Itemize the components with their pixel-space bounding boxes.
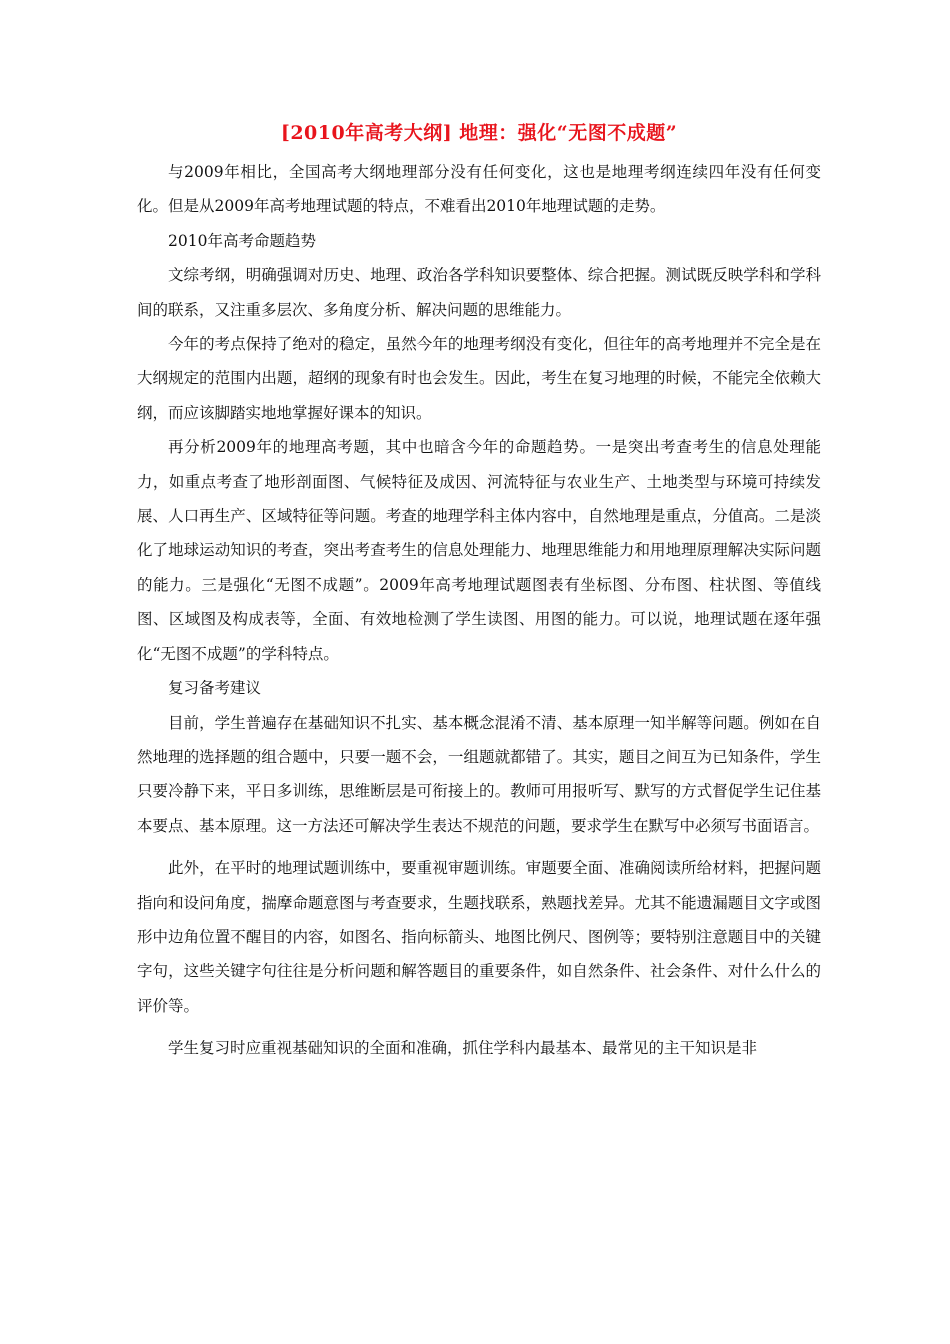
paragraph-review: 学生复习时应重视基础知识的全面和准确，抓住学科内最基本、最常见的主干知识是非: [168, 1039, 758, 1058]
paragraph-syllabus: 文综考纲，明确强调对历史、地理、政治各学科知识要整体、综合把握。测试既反映学科和学科间的联系，又注重多层次、多角度分析、解决问题的思维能力。: [137, 266, 821, 319]
section-heading-trend: 2010年高考命题趋势: [168, 231, 316, 250]
document-page: [137, 118, 821, 1066]
section-heading-advice: 复习备考建议: [168, 679, 262, 698]
document-title: [2010年高考大纲] 地理：强化“无图不成题”: [280, 122, 678, 144]
paragraph-basics: 目前，学生普遍存在基础知识不扎实、基本概念混淆不清、基本原理一知半解等问题。例如在自然地理的选择题的组合题中，只要一题不会，一组题就都错了。其实，题目之间互为已知条件，学生只要冷静下来，平日多训练，思维断层是可衔接上的。教师可用报听写、默写的方式督促学生记住基本要点、基本原理。这一方法还可解决学生表达不规范的问题，要求学生在默写中必须写书面语言。: [137, 713, 821, 835]
paragraph-intro: 与2009年相比，全国高考大纲地理部分没有任何变化，这也是地理考纲连续四年没有任何变化。但是从2009年高考地理试题的特点，不难看出2010年地理试题的走势。: [137, 163, 821, 216]
paragraph-stability: 今年的考点保持了绝对的稳定，虽然今年的地理考纲没有变化，但往年的高考地理并不完全是在大纲规定的范围内出题，超纲的现象有时也会发生。因此，考生在复习地理的时候，不能完全依赖大纲，而应该脚踏实地地掌握好课本的知识。: [137, 335, 821, 422]
paragraph-analysis: 再分析2009年的地理高考题，其中也暗含今年的命题趋势。一是突出考查考生的信息处理能力，如重点考查了地形剖面图、气候特征及成因、河流特征与农业生产、土地类型与环境可持续发展、人口再生产、区域特征等问题。考查的地理学科主体内容中，自然地理是重点，分值高。二是淡化了地球运动知识的考查，突出考查考生的信息处理能力、地理思维能力和用地理原理解决实际问题的能力。三是强化“无图不成题”。2009年高考地理试题图表有坐标图、分布图、柱状图、等值线图、区域图及构成表等，全面、有效地检测了学生读图、用图的能力。可以说，地理试题在逐年强化“无图不成题”的学科特点。: [137, 438, 821, 663]
paragraph-reading: 此外，在平时的地理试题训练中，要重视审题训练。审题要全面、准确阅读所给材料，把握问题指向和设问角度，揣摩命题意图与考查要求，生题找联系，熟题找差异。尤其不能遗漏题目文字或图形中边角位置不醒目的内容，如图名、指向标箭头、地图比例尺、图例等；要特别注意题目中的关键字句，这些关键字句往往是分析问题和解答题目的重要条件，如自然条件、社会条件、对什么什么的评价等。: [137, 859, 821, 1015]
